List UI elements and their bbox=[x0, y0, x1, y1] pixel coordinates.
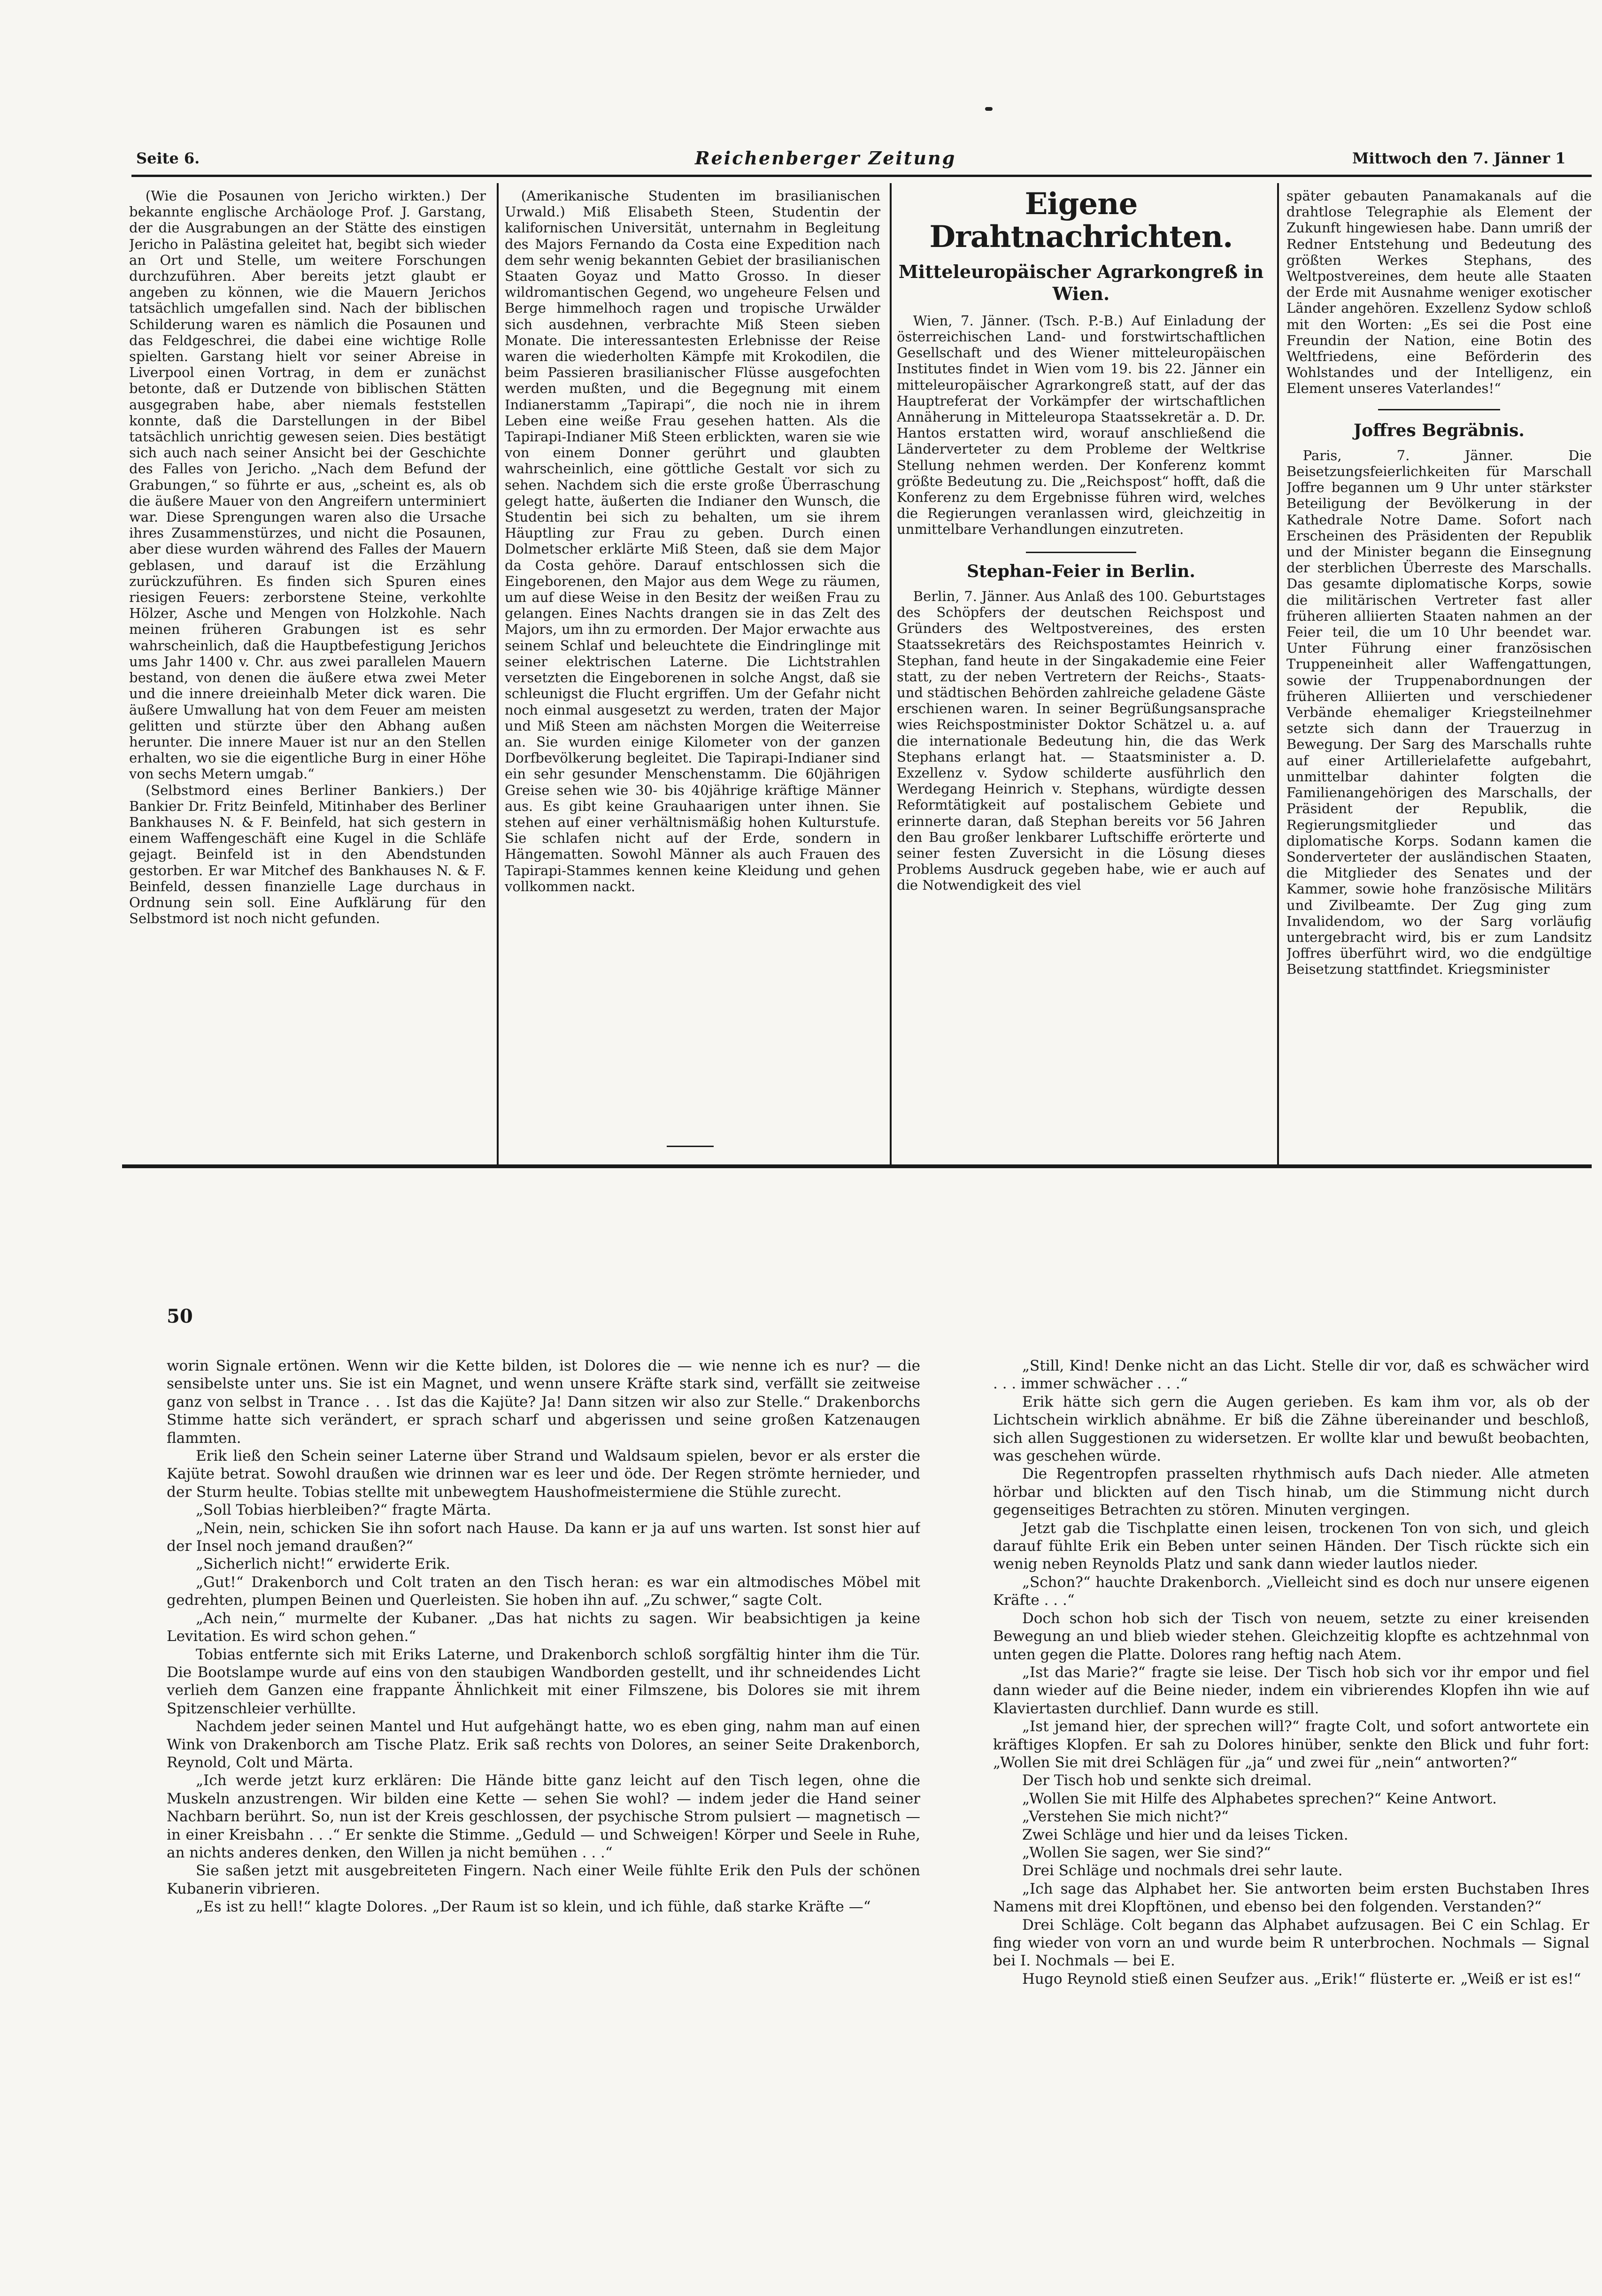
section-rule bbox=[1026, 552, 1137, 553]
story-paragraph: „Ach nein,“ murmelte der Kubaner. „Das hat nichts zu sagen. Wir beabsichtigen ja keine Levitation. Es wird schon gehen.“ bbox=[167, 1610, 920, 1645]
story-paragraph: Hugo Reynold stieß einen Seufzer aus. „Erik!“ flüsterte er. „Weiß er ist es!“ bbox=[1022, 1970, 1581, 1988]
story-paragraph: Drei Schläge. Colt begann das Alphabet aufzusagen. Bei C ein Schlag. Er fing wieder von vorn an und wurde beim R unterbrochen. Nochmals — Signal bei I. Nochmals — bei E. bbox=[993, 1916, 1589, 1970]
story-paragraph: Nachdem jeder seinen Mantel und Hut aufgehängt hatte, wo es eben ging, nahm man auf einen Wink von Drakenborch am Tische Platz. Erik saß rechts von Dolores, an seiner Seite Drakenborch, Reynold, Colt und Märta. bbox=[167, 1718, 920, 1771]
story-paragraph: Doch schon hob sich der Tisch von neuem, setzte zu einer kreisenden Bewegung an und blieb wieder stehen. Gleichzeitig klopfte es achtzehnmal von unten gegen die Platte. Dolores rang heftig nach Atem. bbox=[993, 1610, 1589, 1663]
column-rule-3 bbox=[1277, 183, 1279, 1164]
story-paragraph: „Ich werde jetzt kurz erklären: Die Hände bitte ganz leicht auf den Tisch legen, ohne die Muskeln anzustrengen. Wir bilden eine Kette — sehen Sie wohl? — indem jeder die Hand seiner Nachbarn berührt. So, nun ist der Kreis geschlossen, der psychische Strom pulsiert — magnetisch — in einer Kreisbahn . . .“ Er senkte die Stimme. „Geduld — und Schweigen! Körper und Seele in Ruhe, an nichts anderes denken, den Willen ja nicht bemühen . . .“ bbox=[167, 1772, 920, 1861]
story-paragraph: worin Signale ertönen. Wenn wir die Kette bilden, ist Dolores die — wie nenne ich es nur? — die sensibelste unter uns. Sie ist ein Magnet, und wenn unsere Kräfte stark sind, verfällt sie zeitweise ganz von selbst in Trance . . . Ist das die Kajüte? Ja! Dann sitzen wir also zur Stelle.“ Drakenborchs Stimme hatte sich verändert, er sprach scharf und abgerissen und seine großen Katzenaugen flammten. bbox=[167, 1357, 920, 1447]
story-paragraph: „Ich sage das Alphabet her. Sie antworten beim ersten Buchstaben Ihres Namens mit drei Klopftönen, und ebenso bei den folgenden. Verstanden?“ bbox=[993, 1880, 1589, 1916]
page-number: 50 bbox=[167, 1305, 193, 1327]
column-3 bbox=[897, 188, 1265, 1162]
column-end-dash bbox=[667, 1146, 714, 1147]
story-paragraph: „Es ist zu hell!“ klagte Dolores. „Der Raum ist so klein, und ich fühle, daß starke Kräfte —“ bbox=[196, 1898, 871, 1916]
story-paragraph: „Soll Tobias hierbleiben?“ fragte Märta. bbox=[196, 1502, 492, 1519]
story-paragraph: Erik hätte sich gern die Augen gerieben. Es kam ihm vor, als ob der Lichtschein wirklich abnähme. Er biß die Zähne übereinander und beschloß, sich allen Suggestionen zu widersetzen. Er wollte klar und bewußt beobachten, was geschehen würde. bbox=[993, 1393, 1589, 1465]
subhead-agrarkongress: Mitteleuropäischer Agrarkongreß in Wien. bbox=[898, 261, 1264, 305]
header-rule bbox=[131, 175, 1592, 177]
story-paragraph: „Nein, nein, schicken Sie ihn sofort nach Hause. Da kann er ja auf uns warten. Ist sonst hier auf der Insel noch jemand draußen?“ bbox=[167, 1519, 920, 1555]
story-paragraph: Die Regentropfen prasselten rhythmisch aufs Dach nieder. Alle atmeten hörbar und blickten auf den Tisch hinab, um die Stimmung nicht durch gegenseitiges Betrachten zu stören. Minuten vergingen. bbox=[993, 1465, 1589, 1519]
story-paragraph: Sie saßen jetzt mit ausgebreiteten Fingern. Nach einer Weile fühlte Erik den Puls der schönen Kubanerin vibrieren. bbox=[167, 1862, 920, 1897]
story-paragraph: „Still, Kind! Denke nicht an das Licht. Stelle dir vor, daß es schwächer wird . . . immer schwächer . . .“ bbox=[993, 1357, 1589, 1393]
headline-drahtnachrichten: Eigene Drahtnachrichten. bbox=[929, 188, 1233, 255]
masthead: Reichenberger Zeitung bbox=[695, 147, 956, 169]
column-1 bbox=[129, 188, 486, 1162]
column-2 bbox=[505, 188, 880, 1127]
page-label: Seite 6. bbox=[136, 149, 200, 167]
story-paragraph: „Gut!“ Drakenborch und Colt traten an den Tisch heran: es war ein altmodisches Möbel mit gedrehten, plumpen Beinen und Querleisten. Sie hoben ihn auf. „Zu schwer,“ sagte Colt. bbox=[167, 1573, 920, 1609]
story-paragraph: „Wollen Sie mit Hilfe des Alphabetes sprechen?“ Keine Antwort. bbox=[1022, 1790, 1497, 1807]
story-paragraph: Zwei Schläge und hier und da leises Ticken. bbox=[1022, 1826, 1348, 1843]
story-paragraph: Erik ließ den Schein seiner Laterne über Strand und Waldsaum spielen, bevor er als erster die Kajüte betrat. Sowohl draußen wie drinnen war es leer und öde. Der Regen strömte hernieder, und der Sturm heulte. Tobias stellte mit unbewegtem Haushofmeistermiene die Stühle zurecht. bbox=[167, 1448, 920, 1501]
story-paragraph: Tobias entfernte sich mit Eriks Laterne, und Drakenborch schloß sorgfältig hinter ihm die Tür. Die Bootslampe wurde auf eins von den staubigen Wandborden gestellt, und ihr schneidendes Licht verlieh dem Ganzen eine frappante Ähnlichkeit mit einer Filmszene, bis Dolores sie mit ihrem Spitzenschleier verhüllte. bbox=[167, 1646, 920, 1717]
story-paragraph: „Wollen Sie sagen, wer Sie sind?“ bbox=[1022, 1844, 1271, 1861]
ink-mark bbox=[985, 107, 993, 111]
story-left-column bbox=[167, 1357, 920, 2216]
issue-date: Mittwoch den 7. Jänner 1 bbox=[1352, 149, 1566, 167]
section-rule bbox=[1378, 409, 1500, 410]
story-paragraph: Jetzt gab die Tischplatte einen leisen, trockenen Ton von sich, und gleich darauf fühlte Erik ein Beben unter seinen Händen. Der Tisch rückte sich ein wenig neben Reynolds Platz und sank dann wieder lautlos nieder. bbox=[993, 1519, 1589, 1573]
column-rule-2 bbox=[890, 183, 892, 1164]
article-stephan-feier: Berlin, 7. Jänner. Aus Anlaß des 100. Geburtstages des Schöpfers der deutschen Reichspost und Gründers des Weltpostvereines, des ersten Staatssekretärs des Reichspostamtes Heinrich v. Stephan, fand heute in der Singakademie eine Feier statt, zu der neben Vertretern der Reichs-, Staats- und städtischen Behörden zahlreiche geladene Gäste erschienen waren. In seiner Begrüßungsansprache wies Reichspostminister Doktor Schätzel u. a. auf die internationale Bedeutung hin, die das Werk Stephans erlangt hat. — Staatsminister a. D. Exzellenz v. Sydow schilderte ausführlich den Werdegang Heinrich v. Stephans, würdigte dessen Reformtätigkeit auf postalischem Gebiete und erinnerte daran, daß Stephan bereits vor 56 Jahren den Bau großer lenkbarer Luftschiffe erörterte und seiner festen Zuversicht in die Lösung dieses Problems Ausdruck gegeben habe, wie er auch auf die Notwendigkeit des viel bbox=[897, 588, 1265, 894]
article-joffre: Paris, 7. Jänner. Die Beisetzungsfeierlichkeiten für Marschall Joffre begannen um 9 Uhr unter stärkster Beteiligung der Bevölkerung in der Kathedrale Notre Dame. Sofort nach Erscheinen des Präsidenten der Republik und der Minister begann die Einsegnung der sterblichen Überreste des Marschalls. Das gesamte diplomatische Korps, sowie die militärischen Vertreter fast aller früheren alliierten Staaten nahmen an der Feier teil, die um 10 Uhr beendet war. Unter Führung einer französischen Truppeneinheit aller Waffengattungen, sowie der Truppenabordnungen der früheren Alliierten und verschiedener Verbände ehemaliger Kriegsteilnehmer setzte sich dann der Trauerzug in Bewegung. Der Sarg des Marschalls ruhte auf einer Artillerielafette aufgebahrt, unmittelbar dahinter folgten die Familienangehörigen des Marschalls, der Präsident der Republik, die Regierungsmitglieder und das diplomatische Korps. Sodann kamen die Sonderverteter der ausländischen Staaten, die Mitglieder des Senates und der Kammer, sowie hohe französische Militärs und Zivilbeamte. Der Zug ging zum Invalidendom, wo der Sarg vorläufig untergebracht wird, bis er zum Landsitz Joffres überführt wird, wo die endgültige Beisetzung stattfindet. Kriegsminister bbox=[1286, 447, 1592, 978]
column-4 bbox=[1286, 188, 1592, 1162]
story-paragraph: „Schon?“ hauchte Drakenborch. „Vielleicht sind es doch nur unsere eigenen Kräfte . . .“ bbox=[993, 1573, 1589, 1609]
article-jericho: (Wie die Posaunen von Jericho wirkten.) Der bekannte englische Archäologe Prof. J. Garstang, der die Ausgrabungen an der Stätte des einstigen Jericho in Palästina geleitet hat, begibt sich wieder an Ort und Stelle, um weitere Forschungen durchzuführen. Aber bereits jetzt glaubt er angeben zu können, wie die Mauern Jerichos tatsächlich umgefallen sind. Nach der biblischen Schilderung waren es nämlich die Posaunen und das Feldgeschrei, die dabei eine wichtige Rolle spielten. Garstang hielt vor seiner Abreise in Liverpool einen Vortrag, in dem er zunächst betonte, daß er Dutzende von biblischen Stätten ausgegraben habe, aber niemals feststellen konnte, daß die Darstellungen in der Bibel tatsächlich unrichtig gewesen seien. Dies bestätigt sich auch nach seiner Ansicht bei der Geschichte des Falles von Jericho. „Nach dem Befund der Grabungen,“ so führte er aus, „scheint es, als ob die äußere Mauer von den Angreifern unterminiert war. Diese Sprengungen waren also die Ursache ihres Zusammenstürzes, und nicht die Posaunen, aber diese wurden während des Falles der Mauern geblasen, und darauf ist die Erzählung zurückzuführen. Es finden sich Spuren eines riesigen Feuers: zerborstene Steine, verkohlte Hölzer, Asche und Mengen von Holzkohle. Nach meinen früheren Grabungen ist es sehr wahrscheinlich, daß die Hauptbefestigung Jerichos ums Jahr 1400 v. Chr. aus zwei parallelen Mauern bestand, von denen die äußere etwa zwei Meter und die innere dreieinhalb Meter dick waren. Die äußere Umwallung hat von dem Feuer am meisten gelitten und stürzte über den Abhang außen herunter. Die innere Mauer ist nur an den Stellen erhalten, wo sie die eigentliche Burg in einer Höhe von sechs Metern umgab.“ bbox=[129, 188, 486, 782]
upper-bottom-rule bbox=[122, 1164, 1592, 1168]
story-paragraph: Der Tisch hob und senkte sich dreimal. bbox=[1022, 1772, 1312, 1789]
subhead-stephan-feier: Stephan-Feier in Berlin. bbox=[967, 561, 1195, 581]
article-agrarkongress: Wien, 7. Jänner. (Tsch. P.-B.) Auf Einladung der österreichischen Land- und forstwirtschaftlichen Gesellschaft und des Wiener mitteleuropäischen Institutes findet in Wien vom 19. bis 22. Jänner ein mitteleuropäischer Agrarkongreß statt, auf der das Hauptreferat der Vorkämpfer der wirtschaftlichen Annäherung in Mitteleuropa Staatssekretär a. D. Dr. Hantos erstatten wird, worauf anschließend die Länderverteter zu dem Probleme der Weltkrise Stellung nehmen werden. Der Konferenz kommt größte Bedeutung zu. Die „Reichspost“ hofft, daß die Konferenz zu dem Ergebnisse führen wird, welches die Regierungen veranlassen wird, gleichzeitig in unmittelbare Verhandlungen einzutreten. bbox=[897, 312, 1265, 538]
article-studenten: (Amerikanische Studenten im brasilianischen Urwald.) Miß Elisabeth Steen, Studentin der kalifornischen Universität, unternahm in Begleitung des Majors Fernando da Costa eine Expedition nach dem sehr wenig bekannten Gebiet der brasilianischen Staaten Goyaz und Matto Grosso. In dieser wildromantischen Gegend, wo ungeheure Felsen und Berge himmelhoch ragen und tropische Urwälder sich ausdehnen, verbrachte Miß Steen sieben Monate. Die interessantesten Erlebnisse der Reise waren die wiederholten Kämpfe mit Krokodilen, die beim Passieren brasilianischer Flüsse ausgefochten werden mußten, und die Begegnung mit einem Indianerstamm „Tapirapi“, die noch nie in ihrem Leben eine weiße Frau gesehen hatten. Als die Tapirapi-Indianer Miß Steen erblickten, waren sie wie von einem Donner gerührt und glaubten wahrscheinlich, eine göttliche Gestalt vor sich zu sehen. Nachdem sich die erste große Überraschung gelegt hatte, äußerten die Indianer den Wunsch, die Studentin bei sich zu behalten, um sie ihrem Häuptling zur Frau zu geben. Durch einen Dolmetscher erklärte Miß Steen, daß sie dem Major da Costa gehöre. Darauf entschlossen sich die Eingeborenen, den Major aus dem Wege zu räumen, um auf diese Weise in den Besitz der weißen Frau zu gelangen. Eines Nachts drangen sie in das Zelt des Majors, um ihn zu ermorden. Der Major erwachte aus seinem Schlaf und beleuchtete die Eindringlinge mit seiner elektrischen Laterne. Die Lichtstrahlen versetzten die Eingeborenen in solche Angst, daß sie schleunigst die Flucht ergriffen. Um der Gefahr nicht noch einmal ausgesetzt zu werden, traten der Major und Miß Steen am nächsten Morgen die Weiterreise an. Sie wurden einige Kilometer von der ganzen Dorfbevölkerung begleitet. Die Tapirapi-Indianer sind ein sehr gesunder Menschenstamm. Die 60jährigen Greise sehen wie 30- bis 40jährige kräftige Männer aus. Es gibt keine Grauhaarigen unter ihnen. Sie stehen auf einer verhältnismäßig hohen Kulturstufe. Sie schlafen nicht auf der Erde, sondern in Hängematten. Sowohl Männer als auch Frauen des Tapirapi-Stammes kennen keine Kleidung und gehen vollkommen nackt. bbox=[505, 188, 880, 894]
story-paragraph: „Ist das Marie?“ fragte sie leise. Der Tisch hob sich vor ihr empor und fiel dann wieder auf die Beine nieder, indem ein vibrierendes Klopfen ihn wie auf Klaviertasten durchlief. Dann wurde es still. bbox=[993, 1664, 1589, 1717]
story-right-column bbox=[993, 1357, 1589, 2216]
story-paragraph: „Ist jemand hier, der sprechen will?“ fragte Colt, und sofort antwortete ein kräftiges Klopfen. Er sah zu Dolores hinüber, senkte den Blick und fuhr fort: „Wollen Sie mit drei Schlägen für „ja“ und zwei für „nein“ antworten?“ bbox=[993, 1718, 1589, 1771]
column-rule-1 bbox=[497, 183, 499, 1164]
story-paragraph: „Verstehen Sie mich nicht?“ bbox=[1022, 1808, 1229, 1826]
story-paragraph: „Sicherlich nicht!“ erwiderte Erik. bbox=[196, 1556, 450, 1573]
article-stephan-cont: später gebauten Panamakanals auf die drahtlose Telegraphie als Element der Zukunft hingewiesen habe. Dann umriß der Redner Entstehung und Bedeutung des größten Werkes Stephans, des Weltpostvereines, dem heute alle Staaten der Erde mit Ausnahme weniger exotischer Länder angehören. Exzellenz Sydow schloß mit den Worten: „Es sei die Post eine Freundin der Nation, eine Botin des Weltfriedens, eine Beförderin des Wohlstandes und der Intelligenz, ein Element unseres Vaterlandes!“ bbox=[1286, 188, 1592, 397]
subhead-joffre: Joffres Begräbnis. bbox=[1354, 420, 1525, 440]
article-selbstmord: (Selbstmord eines Berliner Bankiers.) Der Bankier Dr. Fritz Beinfeld, Mitinhaber des Berliner Bankhauses N. & F. Beinfeld, hat sich gestern in einem Waffengeschäft eine Kugel in die Schläfe gejagt. Beinfeld ist in den Abendstunden gestorben. Er war Mitchef des Bankhauses N. & F. Beinfeld, dessen finanzielle Lage durchaus in Ordnung sein soll. Eine Aufklärung für den Selbstmord ist noch nicht gefunden. bbox=[129, 782, 486, 927]
story-paragraph: Drei Schläge und nochmals drei sehr laute. bbox=[1022, 1862, 1343, 1880]
